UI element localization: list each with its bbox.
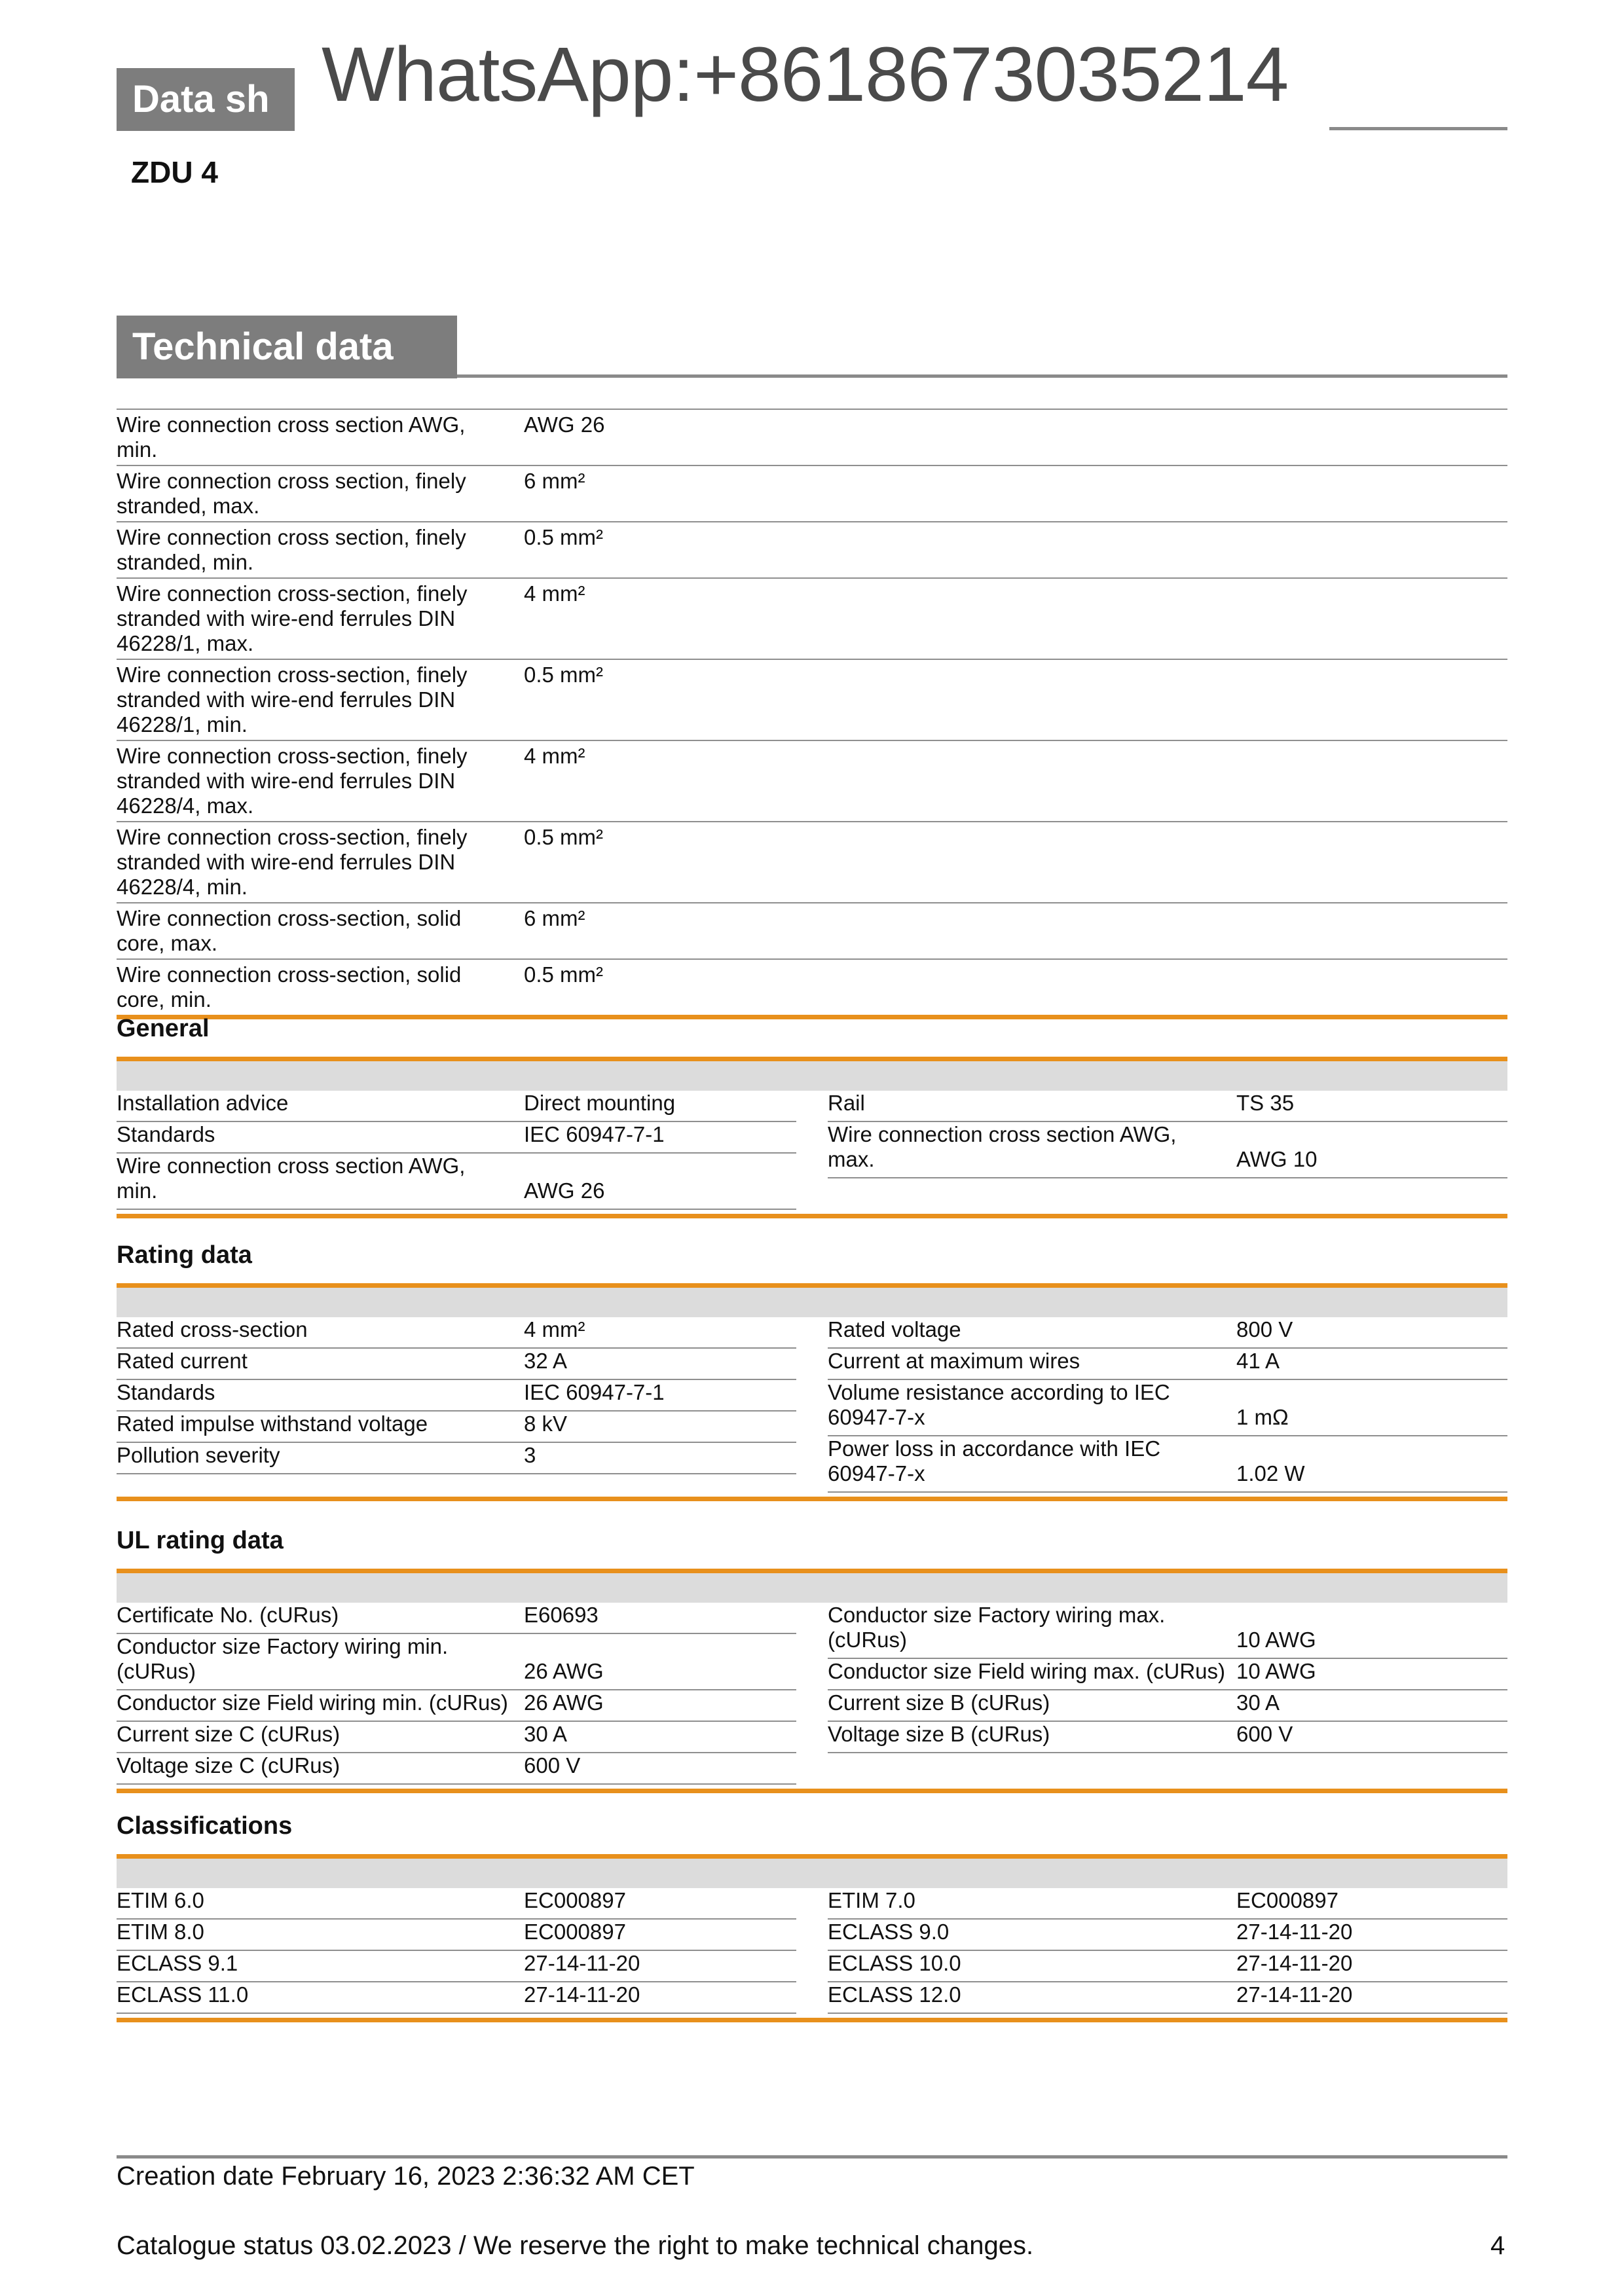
- technical-value: 4 mm²: [524, 581, 585, 606]
- ul-right-value: 30 A: [1236, 1690, 1280, 1715]
- technical-value: 4 mm²: [524, 744, 585, 768]
- general-section-title: General: [117, 1015, 210, 1042]
- ul-right-value: 10 AWG: [1236, 1659, 1316, 1683]
- technical-label: Wire connection cross-section, finely stranded with wire-end ferrules DIN 46228/4, max.: [117, 744, 468, 818]
- general-right-row-rule: [828, 1177, 1507, 1178]
- ul-section-title: UL rating data: [117, 1527, 284, 1554]
- general-left-row-rule: [117, 1209, 796, 1210]
- general-right-label: Wire connection cross section AWG, max.: [828, 1122, 1177, 1171]
- ul-right-value: 600 V: [1236, 1722, 1293, 1746]
- rating-right-value: 1 mΩ: [1236, 1405, 1289, 1429]
- technical-row-rule: [117, 740, 1507, 741]
- classifications-right-value: 27-14-11-20: [1236, 1951, 1353, 1975]
- technical-row-rule: [117, 465, 1507, 466]
- ul-left-value: 600 V: [524, 1753, 581, 1777]
- rating-header-band: [117, 1288, 1507, 1317]
- technical-label: Wire connection cross section, finely stranded, min.: [117, 525, 466, 574]
- rating-left-value: 32 A: [524, 1349, 568, 1373]
- general-left-label: Installation advice: [117, 1091, 289, 1115]
- datasheet-banner: [117, 68, 295, 131]
- general-left-value: AWG 26: [524, 1178, 605, 1203]
- general-left-label: Standards: [117, 1122, 215, 1146]
- classifications-left-value: 27-14-11-20: [524, 1982, 640, 2007]
- classifications-right-label: ECLASS 12.0: [828, 1982, 961, 2007]
- technical-value: 6 mm²: [524, 906, 585, 930]
- ul-header-band: [117, 1573, 1507, 1603]
- classifications-end-rule: [117, 2018, 1507, 2022]
- classifications-header-band: [117, 1859, 1507, 1888]
- technical-value: 0.5 mm²: [524, 525, 604, 549]
- ul-right-label: Voltage size B (cURus): [828, 1722, 1050, 1746]
- classifications-right-label: ETIM 7.0: [828, 1888, 915, 1912]
- technical-row-rule: [117, 577, 1507, 579]
- technical-label: Wire connection cross section AWG, min.: [117, 412, 466, 462]
- technical-label: Wire connection cross-section, solid core, min.: [117, 962, 462, 1011]
- rating-left-row-rule: [117, 1473, 796, 1474]
- classifications-left-value: EC000897: [524, 1920, 626, 1944]
- technical-label: Wire connection cross-section, finely stranded with wire-end ferrules DIN 46228/1, min.: [117, 663, 468, 737]
- technical-data-rule: [457, 374, 1507, 378]
- classifications-left-value: EC000897: [524, 1888, 626, 1912]
- general-left-value: IEC 60947-7-1: [524, 1122, 665, 1146]
- ul-end-rule: [117, 1789, 1507, 1793]
- ul-left-label: Certificate No. (cURus): [117, 1603, 339, 1627]
- rating-left-label: Rated impulse withstand voltage: [117, 1412, 428, 1436]
- classifications-right-value: 27-14-11-20: [1236, 1920, 1353, 1944]
- technical-label: Wire connection cross-section, finely stranded with wire-end ferrules DIN 46228/1, max.: [117, 581, 468, 655]
- rating-right-label: Rated voltage: [828, 1317, 961, 1341]
- catalogue-status: Catalogue status 03.02.2023 / We reserve the right to make technical changes.: [117, 2231, 1034, 2260]
- ul-right-label: Conductor size Factory wiring max. (cURus): [828, 1603, 1166, 1652]
- technical-row-rule: [117, 821, 1507, 822]
- rating-left-label: Rated current: [117, 1349, 248, 1373]
- classifications-right-row-rule: [828, 2013, 1507, 2014]
- ul-left-value: E60693: [524, 1603, 599, 1627]
- general-right-value: AWG 10: [1236, 1147, 1318, 1171]
- rating-left-value: IEC 60947-7-1: [524, 1380, 665, 1404]
- ul-right-value: 10 AWG: [1236, 1628, 1316, 1652]
- technical-end-rule: [117, 1015, 1507, 1019]
- technical-data-title: Technical data: [132, 325, 394, 368]
- general-header-band: [117, 1061, 1507, 1091]
- ul-title-rule: [117, 1569, 1507, 1573]
- general-left-label: Wire connection cross section AWG, min.: [117, 1154, 466, 1203]
- rating-right-label: Power loss in accordance with IEC 60947-7-x: [828, 1436, 1161, 1485]
- classifications-section-title: Classifications: [117, 1812, 293, 1840]
- rating-right-label: Current at maximum wires: [828, 1349, 1080, 1373]
- technical-top-rule: [117, 409, 1507, 410]
- ul-left-row-rule: [117, 1783, 796, 1785]
- technical-value: 0.5 mm²: [524, 663, 604, 687]
- ul-left-value: 26 AWG: [524, 1690, 604, 1715]
- general-end-rule: [117, 1214, 1507, 1218]
- ul-left-label: Conductor size Factory wiring min. (cURus): [117, 1634, 449, 1683]
- classifications-left-label: ECLASS 9.1: [117, 1951, 238, 1975]
- rating-left-label: Standards: [117, 1380, 215, 1404]
- rating-right-value: 41 A: [1236, 1349, 1280, 1373]
- page-number: 4: [1490, 2231, 1505, 2260]
- rating-right-row-rule: [828, 1491, 1507, 1493]
- rating-right-value: 1.02 W: [1236, 1461, 1305, 1485]
- technical-data-banner: [117, 316, 457, 378]
- ul-right-row-rule: [828, 1752, 1507, 1753]
- ul-left-label: Conductor size Field wiring min. (cURus): [117, 1690, 508, 1715]
- classifications-title-rule: [117, 1854, 1507, 1859]
- rating-left-value: 4 mm²: [524, 1317, 585, 1341]
- classifications-right-label: ECLASS 10.0: [828, 1951, 961, 1975]
- technical-value: 0.5 mm²: [524, 962, 604, 987]
- technical-value: AWG 26: [524, 412, 605, 437]
- classifications-right-label: ECLASS 9.0: [828, 1920, 950, 1944]
- header-rule: [1329, 127, 1507, 130]
- ul-right-label: Current size B (cURus): [828, 1690, 1050, 1715]
- technical-row-rule: [117, 659, 1507, 660]
- datasheet-banner-label: Data sh: [132, 78, 270, 120]
- rating-right-label: Volume resistance according to IEC 60947-7-x: [828, 1380, 1170, 1429]
- general-title-rule: [117, 1057, 1507, 1061]
- ul-left-value: 30 A: [524, 1722, 568, 1746]
- technical-row-rule: [117, 902, 1507, 903]
- technical-row-rule: [117, 521, 1507, 522]
- classifications-left-label: ETIM 8.0: [117, 1920, 204, 1944]
- technical-label: Wire connection cross-section, finely stranded with wire-end ferrules DIN 46228/4, min.: [117, 825, 468, 899]
- classifications-left-row-rule: [117, 2013, 796, 2014]
- watermark-text: WhatsApp:+8618673035214: [322, 31, 1289, 118]
- classifications-left-label: ETIM 6.0: [117, 1888, 204, 1912]
- rating-title-rule: [117, 1283, 1507, 1288]
- general-right-label: Rail: [828, 1091, 865, 1115]
- rating-section-title: Rating data: [117, 1241, 252, 1269]
- product-code: ZDU 4: [131, 155, 218, 189]
- technical-row-rule: [117, 958, 1507, 960]
- classifications-left-label: ECLASS 11.0: [117, 1982, 249, 2007]
- technical-value: 0.5 mm²: [524, 825, 604, 849]
- rating-left-label: Rated cross-section: [117, 1317, 308, 1341]
- creation-date: Creation date February 16, 2023 2:36:32 AM CET: [117, 2162, 695, 2191]
- technical-label: Wire connection cross section, finely stranded, max.: [117, 469, 466, 518]
- ul-left-value: 26 AWG: [524, 1659, 604, 1683]
- general-right-value: TS 35: [1236, 1091, 1295, 1115]
- general-left-value: Direct mounting: [524, 1091, 676, 1115]
- rating-right-value: 800 V: [1236, 1317, 1293, 1341]
- ul-left-label: Current size C (cURus): [117, 1722, 341, 1746]
- whatsapp-watermark: [298, 0, 1329, 149]
- classifications-right-value: EC000897: [1236, 1888, 1338, 1912]
- classifications-right-value: 27-14-11-20: [1236, 1982, 1353, 2007]
- ul-left-label: Voltage size C (cURus): [117, 1753, 341, 1777]
- classifications-left-value: 27-14-11-20: [524, 1951, 640, 1975]
- ul-right-label: Conductor size Field wiring max. (cURus): [828, 1659, 1226, 1683]
- rating-left-label: Pollution severity: [117, 1443, 280, 1467]
- rating-left-value: 8 kV: [524, 1412, 568, 1436]
- rating-end-rule: [117, 1497, 1507, 1501]
- technical-value: 6 mm²: [524, 469, 585, 493]
- footer-rule: [117, 2155, 1507, 2159]
- technical-label: Wire connection cross-section, solid core, max.: [117, 906, 462, 955]
- rating-left-value: 3: [524, 1443, 536, 1467]
